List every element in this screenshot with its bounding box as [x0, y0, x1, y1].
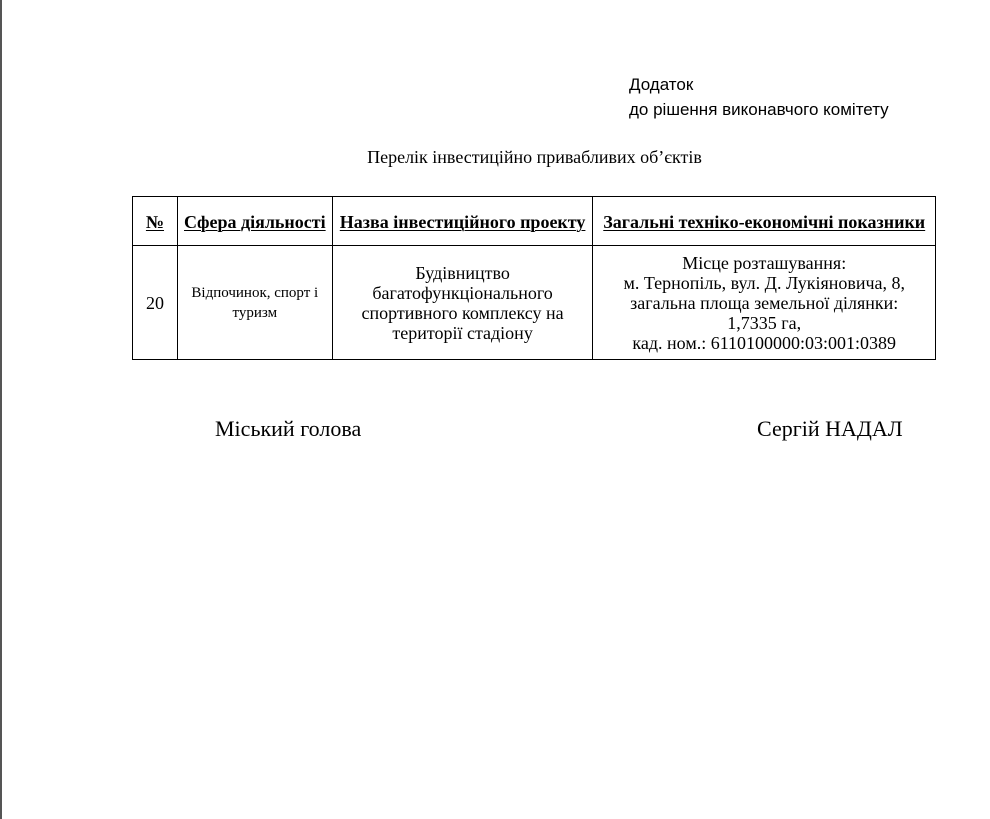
signature-name: Сергій НАДАЛ	[757, 416, 903, 441]
column-header-project-name: Назва інвестиційного проекту	[332, 197, 593, 246]
indicator-line: 1,7335 га,	[727, 312, 802, 333]
column-header-number: №	[133, 197, 178, 246]
addendum-block	[629, 72, 889, 122]
cell-sphere: Відпочинок, спорт і туризм	[177, 246, 332, 360]
investment-table	[132, 196, 936, 360]
cell-indicators	[593, 246, 936, 360]
indicator-line: Місце розташування:	[682, 252, 847, 273]
column-header-indicators: Загальні техніко-економічні показники	[593, 197, 936, 246]
column-header-sphere: Сфера діяльності	[177, 197, 332, 246]
addendum-title: Додаток	[629, 75, 694, 94]
cell-number: 20	[133, 246, 178, 360]
addendum-subtitle: до рішення виконавчого комітету	[629, 100, 889, 119]
table-row	[133, 246, 936, 360]
indicator-line: кад. ном.: 6110100000:03:001:0389	[632, 332, 897, 353]
document-title: Перелік інвестиційно привабливих об’єктів	[367, 147, 702, 167]
table-header-row	[133, 197, 936, 246]
indicator-line: м. Тернопіль, вул. Д. Лукіяновича, 8,	[623, 272, 906, 293]
cell-project-name: Будівництво багатофункціонального спортивного комплексу на території стадіону	[332, 246, 593, 360]
indicator-line: загальна площа земельної ділянки:	[630, 292, 899, 313]
signature-position: Міський голова	[215, 416, 362, 441]
